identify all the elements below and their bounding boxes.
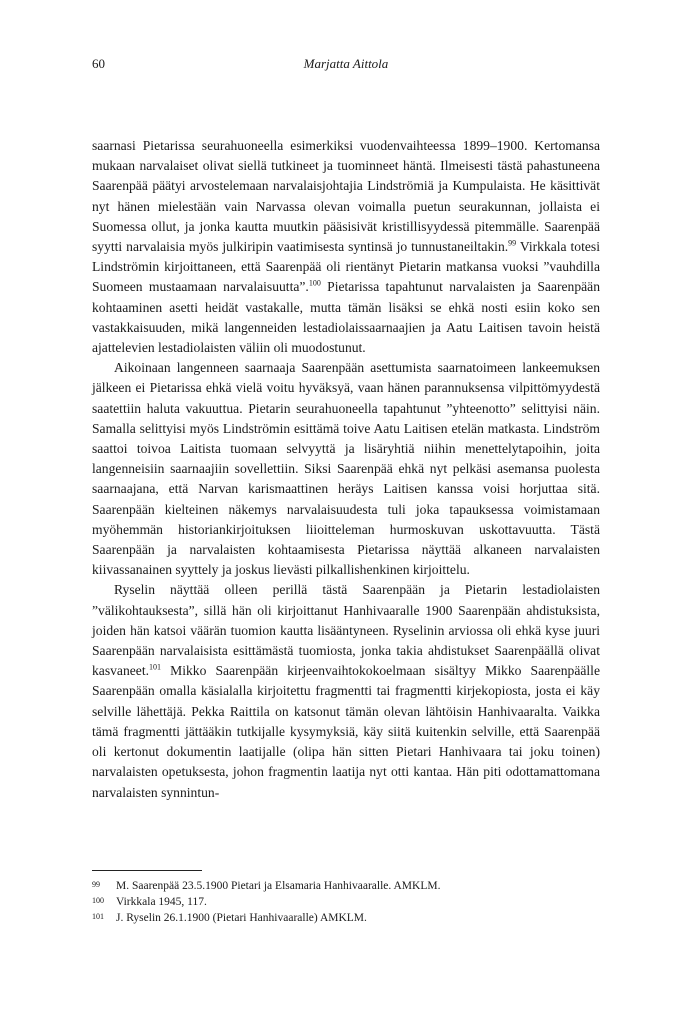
footnote-ref[interactable]: 99 bbox=[508, 238, 517, 248]
text-run: Virkkala totesi Lindströmin kirjoittaneen, että Saarenpää oli rientänyt Pietarin matkansa vuoksi ”vauhdilla Suomeen mustaamaan narvalaisuutta”. bbox=[92, 239, 600, 295]
footnote-ref[interactable]: 101 bbox=[149, 662, 161, 672]
footnote-text: M. Saarenpää 23.5.1900 Pietari ja Elsamaria Hanhivaaralle. AMKLM. bbox=[116, 880, 441, 892]
text-run: saarnasi Pietarissa seurahuoneella esimerkiksi vuodenvaihteessa 1899–1900. Kertomansa mukaan narvalaiset olivat siellä tutkineet ja tuominneet häntä. Ilmeisesti tästä pahastuneena Saarenpää päätyi arvostelemaan narvalaisjohtajia Lindströmiä ja Kumpulaista. He käsittivät nyt hänen mielestään vain Narvassa olevan voimalla puetun seurakunnan, jollaista ei Suomessa ollut, ja jonka kautta muutkin pääsisivät kristillisyydessä pitemmälle. Saarenpää syytti narvalaisia myös julkiripin vaatimisesta syntinsä jo tunnustaneiltakin. bbox=[92, 138, 600, 255]
footnote-text: Virkkala 1945, 117. bbox=[116, 896, 207, 908]
footnote-number: 100 bbox=[92, 896, 104, 905]
text-run: Ryselin näyttää olleen perillä tästä Saarenpään ja Pietarin lestadiolaisten ”välikohtauksesta”, sillä hän oli kirjoittanut Hanhivaaralle 1900 Saarenpään ahdistuksista, joiden hän katsoi väärän tuomion kautta lisääntyneen. Ryselinin arviossa oli ehkä kyse juuri Saarenpään narvalaisista esittämästä tuomiosta, jonka takia ahdistukset Saarenpäällä olivat kasvaneet. bbox=[92, 582, 600, 679]
footnote-text: J. Ryselin 26.1.1900 (Pietari Hanhivaaralle) AMKLM. bbox=[116, 912, 367, 924]
page-header bbox=[92, 56, 600, 74]
footnote bbox=[92, 910, 600, 926]
paragraph bbox=[92, 580, 600, 802]
body-text bbox=[92, 136, 600, 803]
footnote bbox=[92, 878, 600, 894]
footnotes bbox=[92, 878, 600, 926]
text-run: Aikoinaan langenneen saarnaaja Saarenpään asettumista saarnatoimeen lankeemuksen jälkeen ei Pietarissa ehkä vielä voitu hyväksyä, vaan hänen parannuksensa vilpittömyydestä saatettiin haluta vakuuttua. Pietarin seurahuoneella tapahtunut ”yhteenotto” selittyisi näin. Samalla selittyisi myös Lindströmin esittämä toive Aatu Laitisen etelän matkasta. Lindström saattoi toivoa Laitista tuomaan selvyyttä ja lisäryhtiä niihin menettelytapoihin, joita langenneisiin saarnaajiin sovellettiin. Siksi Saarenpää ehkä nyt pelkäsi asemansa puolesta saarnaajana, että Narvan karismaattinen heräys Laitisen kanssa voisi horjuttaa sitä. Saarenpään kielteinen näkemys narvalaisuudesta tuli joka tapauksessa voimistamaan myöhemmän historiankirjoituksen liioitteleman hurmoskuvan uskottavuutta. Tästä Saarenpään ja narvalaisten kohtaamisesta Pietarissa näyttää alkaneen narvalaisten kiivassanainen syyttely ja joskus lievästi pilkallishenkinen kirjoittelu. bbox=[92, 360, 600, 578]
text-run: Pietarissa tapahtunut narvalaisten ja Saarenpään kohtaaminen asetti heidät vastakalle, mutta tämän lisäksi se ehkä nosti esiin koko sen vastakkaisuuden, mikä langenneiden lestadiolaissaarnaajien ja Aatu Laitisen tavoin heistä ajattelevien lestadiolaisten väliin oli muodostunut. bbox=[92, 279, 600, 356]
page-number: 60 bbox=[92, 56, 105, 71]
running-head: Marjatta Aittola bbox=[303, 56, 389, 71]
footnote-number: 99 bbox=[92, 880, 100, 889]
footnote bbox=[92, 894, 600, 910]
text-run: Mikko Saarenpään kirjeenvaihtokokoelmaan sisältyy Mikko Saarenpäälle Saarenpään omalla käsialalla kirjoitettu fragmentti tai fragmentti kirjekopiosta, josta ei käy selville lähettäjä. Pekka Raittila on katsonut tämän olevan lähtöisin Hanhivaaralta. Vaikka tämä fragmentti jättääkin tutkijalle kysymyksiä, käy siitä kuitenkin selville, että Saarenpää oli kertonut dokumentin laatijalle (olipa hän sitten Pietari Hanhivaara tai joku toinen) narvalaisten opetuksesta, johon fragmentin laatija nyt otti kantaa. Hän piti odottamattomana narvalaisten synnintun- bbox=[92, 663, 600, 800]
paragraph bbox=[92, 358, 600, 580]
footnote-divider bbox=[92, 870, 202, 871]
paragraph bbox=[92, 136, 600, 358]
footnote-ref[interactable]: 100 bbox=[308, 278, 321, 288]
footnote-number: 101 bbox=[92, 912, 104, 921]
